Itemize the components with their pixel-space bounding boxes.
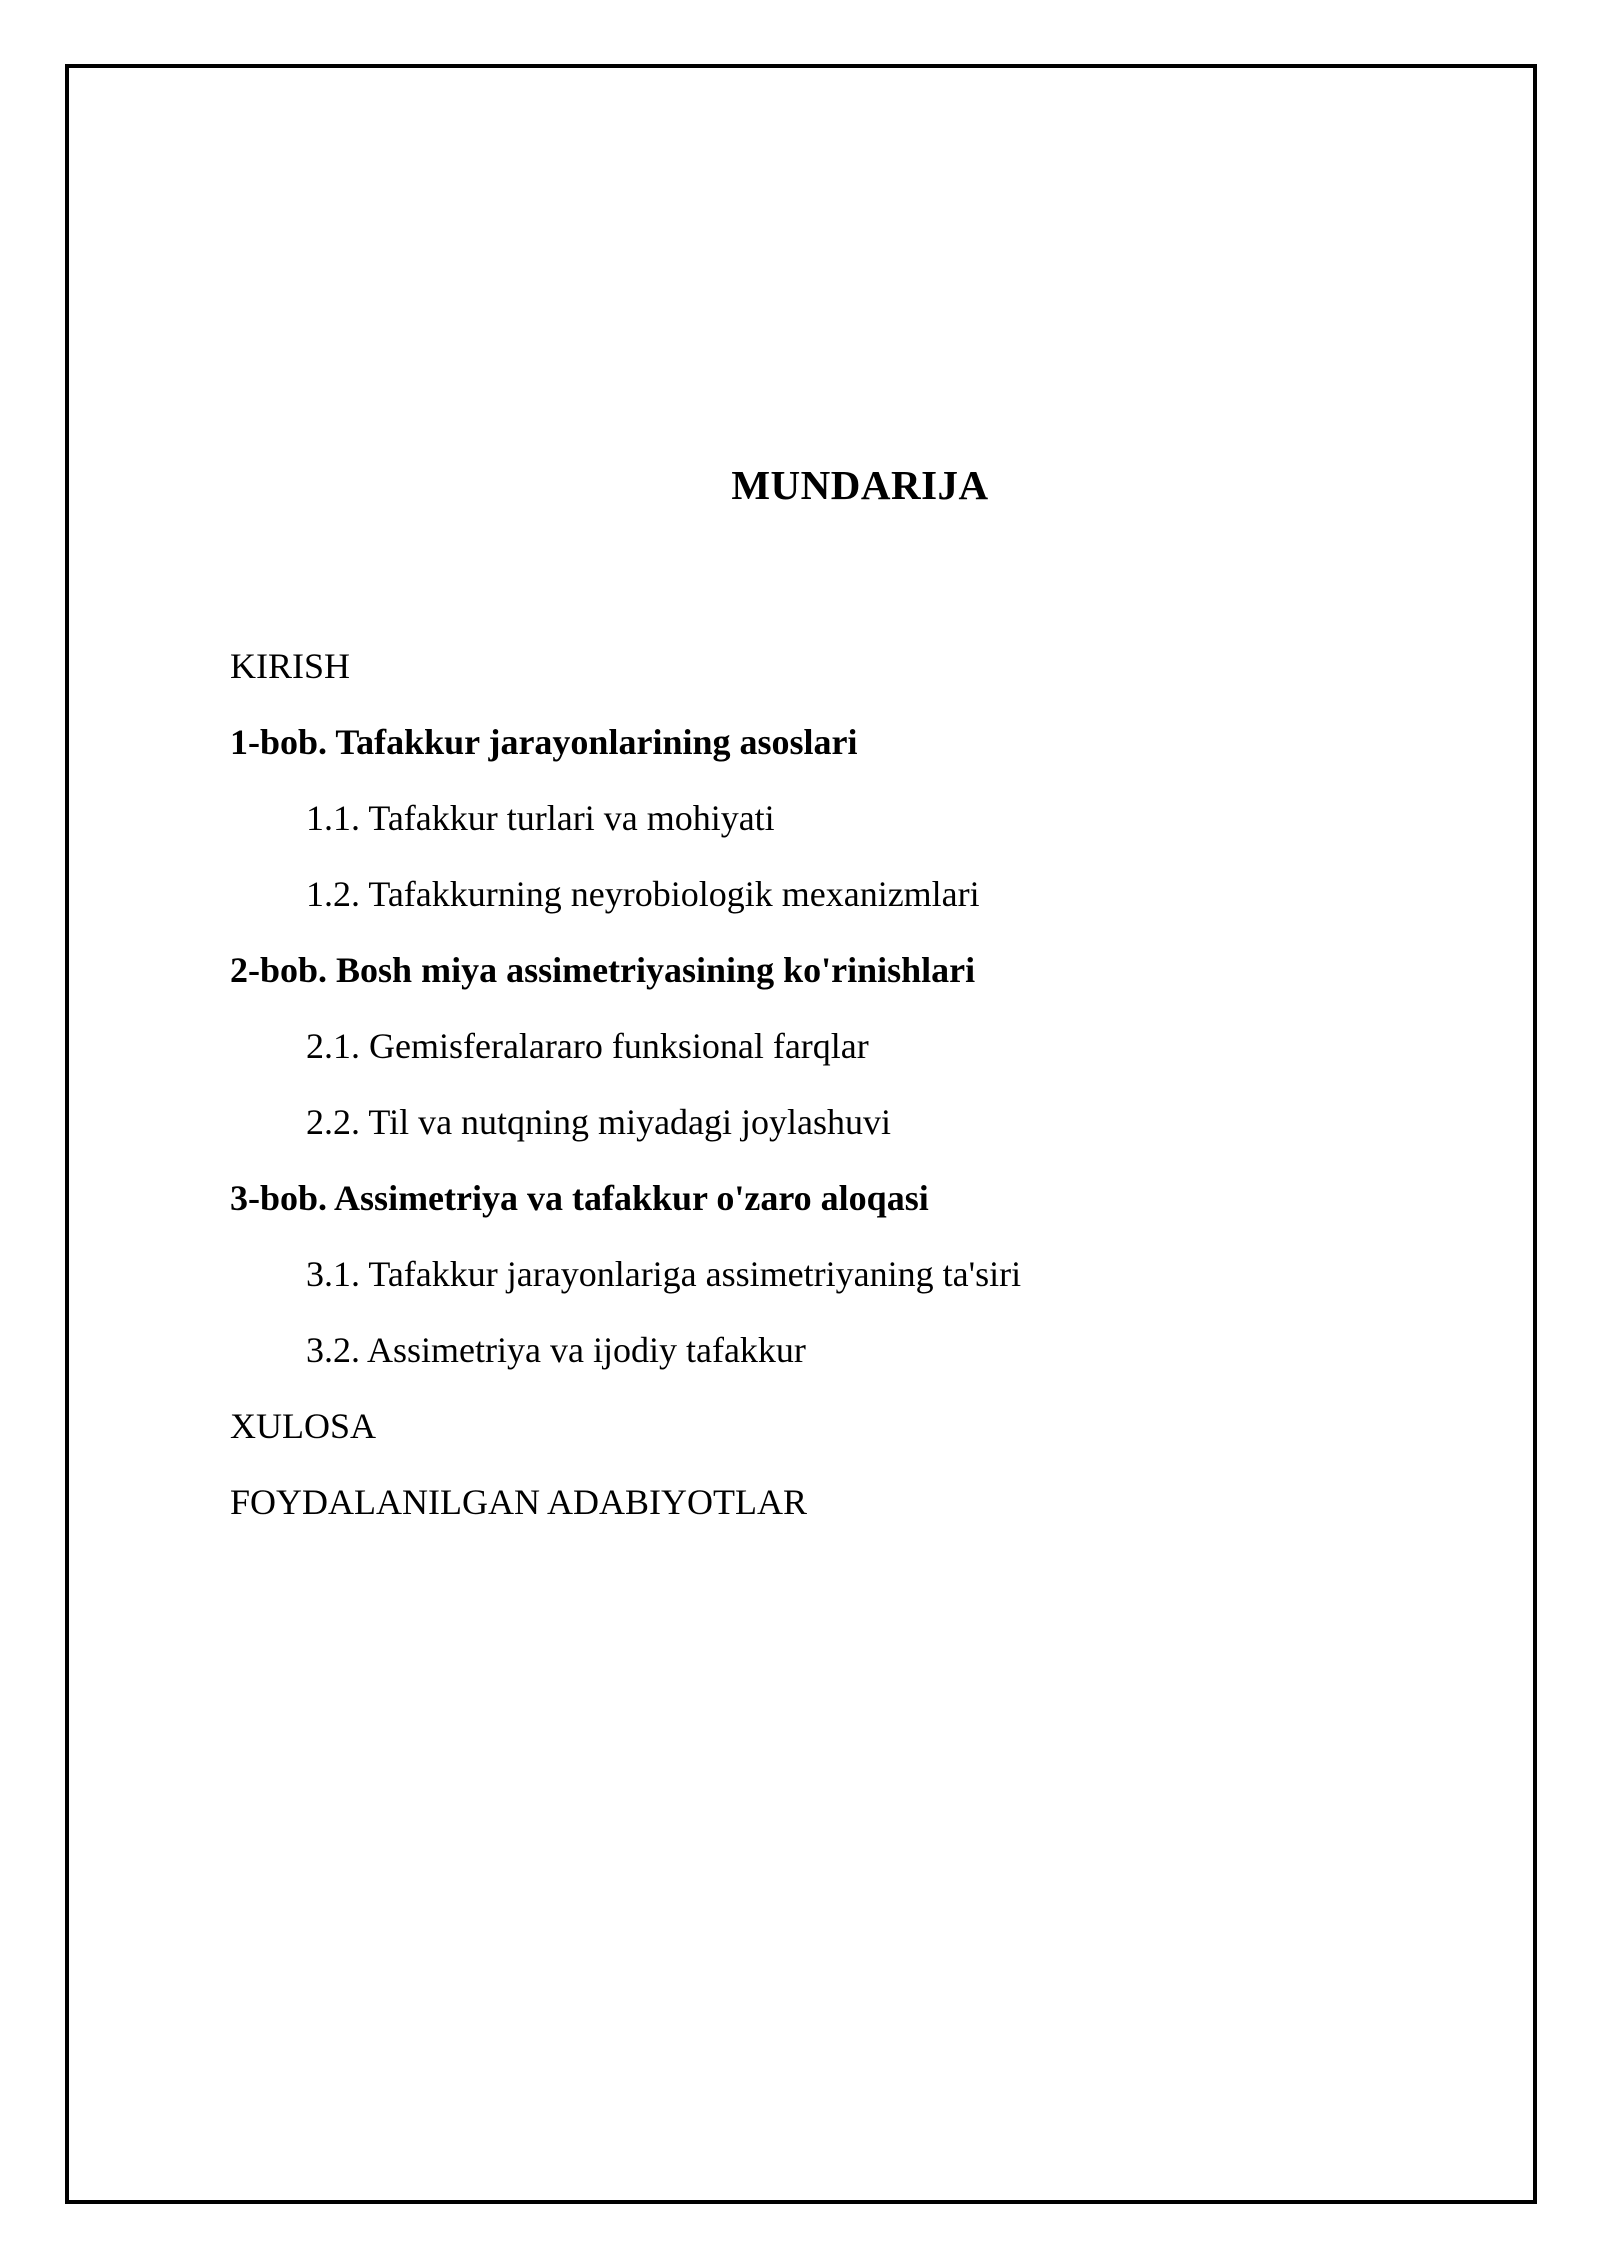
toc-section-3-1: 3.1. Tafakkur jarayonlariga assimetriyaning ta'siri [306,1254,1022,1294]
page-title: MUNDARIJA [731,462,989,508]
toc-chapter-1: 1-bob. Tafakkur jarayonlarining asoslari [230,722,858,762]
toc-section-2-2: 2.2. Til va nutqning miyadagi joylashuvi [306,1102,892,1142]
toc-item-conclusion: XULOSA [230,1406,377,1446]
toc-section-3-2: 3.2. Assimetriya va ijodiy tafakkur [306,1330,806,1370]
table-of-contents [230,641,1021,1553]
toc-section-2-1: 2.1. Gemisferalararo funksional farqlar [306,1026,869,1066]
toc-section-1-2: 1.2. Tafakkurning neyrobiologik mexanizmlari [306,874,980,914]
toc-chapter-2: 2-bob. Bosh miya assimetriyasining ko'rinishlari [230,950,976,990]
toc-section-1-1: 1.1. Tafakkur turlari va mohiyati [306,798,775,838]
toc-item-references: FOYDALANILGAN ADABIYOTLAR [230,1482,807,1522]
toc-chapter-3: 3-bob. Assimetriya va tafakkur o'zaro aloqasi [230,1178,929,1218]
toc-item-introduction: KIRISH [230,646,351,686]
